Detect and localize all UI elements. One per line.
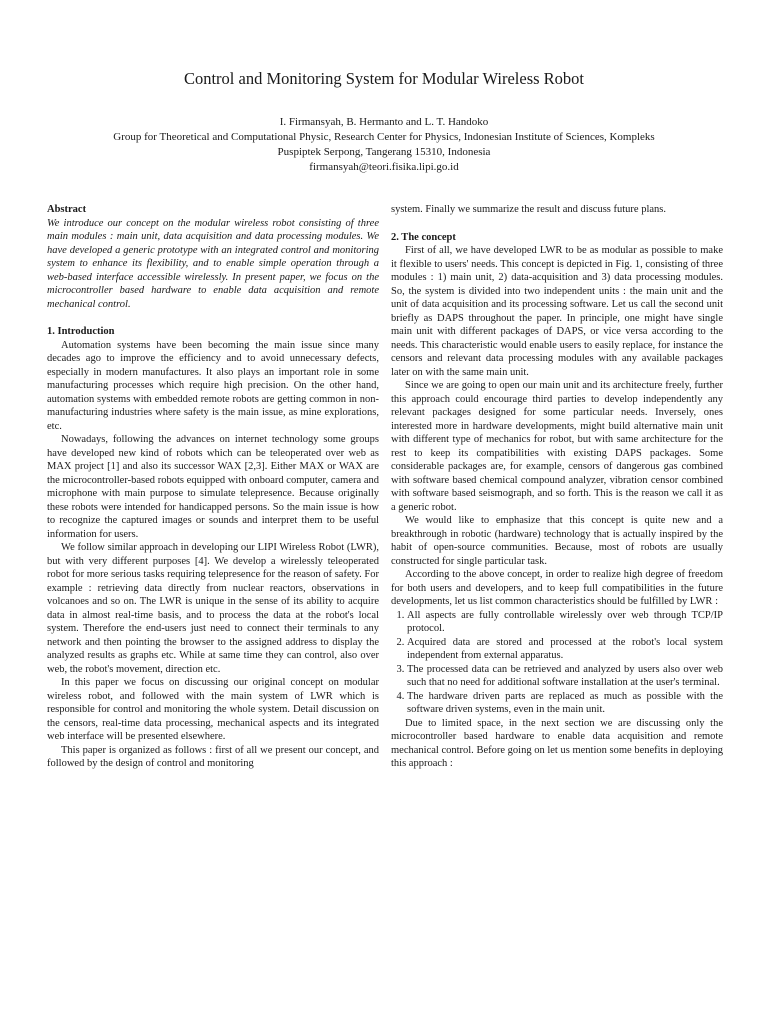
concept-paragraph: First of all, we have developed LWR to be as modular as possible to make it flexible to users' needs. This concept is depicted in Fig. 1, consisting of three modules : 1) main unit, 2) data-acquisition and 3) data processing modules. So, the system is divided into two independent units : the main unit and the unit of data acquisition and its processing software. Let us call the second unit briefly as DAPS throughout the paper. In principle, one might have single main unit with different packages of DAPS, or vice versa according to the needs. This characteristic would enable users to easily replace, for instance the censors and relevant data processing modules with any available packages later on with the same main unit. xyxy=(391,245,723,378)
intro-paragraph: In this paper we focus on discussing our original concept on modular wireless robot, and followed with the main system of LWR which is responsible for control and monitoring the whole system. Detail discussion on the censors, real-time data processing, mechanical aspects and its integrated web interface will be presented elsewhere. xyxy=(47,677,379,742)
intro-paragraph: This paper is organized as follows : first of all we present our concept, and followed by the design of control and monitoring xyxy=(47,744,379,769)
list-item: 1. All aspects are fully controllable wirelessly over web through TCP/IP protocol. xyxy=(407,609,723,636)
affiliation-line-2: Puspiptek Serpong, Tangerang 15310, Indonesia xyxy=(277,146,491,158)
intro-paragraph: Nowadays, following the advances on internet technology some groups have developed new kind of robots which can be teleoperated over web as MAX project [1] and also its successor WAX [2,3]. Either MAX or WAX are the microcontroller-based robots equipped with onboard computer, camera and microphone with main purpose to simulate telepresence. Because originally these robots were intended for handicapped persons. So the main issue is how to recognize the captured images or sounds and interpret them to be useful information for users. xyxy=(47,434,379,540)
right-column xyxy=(391,203,723,771)
list-item: 3. The processed data can be retrieved and analyzed by users also over web such that no need for additional software installation at the user's terminal. xyxy=(407,663,723,690)
abstract-heading: Abstract xyxy=(47,204,87,215)
concept-paragraph: According to the above concept, in order to realize high degree of freedom for both users and developers, and to keep full compatibilities in the future developments, let us list common characteristics should be fulfilled by LWR : xyxy=(391,569,723,607)
list-item: 4. The hardware driven parts are replaced as much as possible with the software driven systems, even in the main unit. xyxy=(407,690,723,717)
affiliation-line-1: Group for Theoretical and Computational Physic, Research Center for Physics, Indonesian Institute of Sciences, Kompleks xyxy=(113,131,655,143)
author-names: I. Firmansyah, B. Hermanto and L. T. Handoko xyxy=(279,116,489,128)
left-column xyxy=(47,203,379,771)
continued-paragraph: system. Finally we summarize the result and discuss future plans. xyxy=(391,204,666,215)
list-item: 2. Acquired data are stored and processed at the robot's local system independent from external apparatus. xyxy=(407,636,723,663)
intro-heading: 1. Introduction xyxy=(47,326,115,337)
intro-paragraph: We follow similar approach in developing our LIPI Wireless Robot (LWR), but with very different purposes [4]. We develop a wirelessly teleoperated robot for more serious tasks requiring telepresence for the reason of safety. For example : retrieving data directly from nuclear reactors, observations in volcanoes and so on. The LWR is unique in the sense of its ability to acquire data in almost real-time basis, and to process the data at the robot's local system. Therefore the end-users just need to connect their terminals to any network and then pointing the browser to the assigned address to display the analyzed results as graphs etc. While at same time they can control, also over web, the robot's movement, direction etc. xyxy=(47,542,379,675)
concept-paragraph: Since we are going to open our main unit and its architecture freely, further this approach could encourage third parties to develop independently any relevant packages designed for some particular needs. Inversely, ones interested more in hardware developments, might build alternative main unit with different type of mechanics for robot, but with same architecture for the rest to keep its compatibilities with existing DAPS packages. Some considerable packages are, for example, censors of dangerous gas combined with software based chemical compound analyzer, vibration censor combined with software based seismograph, and so forth. This is the reason we call it as a generic robot. xyxy=(391,380,723,513)
author-email: firmansyah@teori.fisika.lipi.go.id xyxy=(309,161,459,173)
abstract-text: We introduce our concept on the modular wireless robot consisting of three main modules : main unit, data acquisition and data processing modules. We have developed a generic prototype with an integrated control and monitoring system to enhance its flexibility, and to enable simple operation through a web-based interface accessible wirelessly. In present paper, we focus on the microcontroller based hardware to enable data acquisition and remote mechanical control. xyxy=(47,217,379,310)
characteristics-list xyxy=(391,609,723,717)
intro-paragraph: Automation systems have been becoming the main issue since many decades ago to improve the efficiency and to avoid unnecessary defects, especially in modern manufactures. It also plays an important role in some manufacturing processes which require high precision. On the other hand, automation systems with embedded remote robots are getting common in non-manufacturing industries where safety is the main issue, as mine explorations, etc. xyxy=(47,339,379,432)
paper-title: Control and Monitoring System for Modular Wireless Robot xyxy=(183,69,585,88)
concept-heading: 2. The concept xyxy=(391,231,456,243)
concept-paragraph: We would like to emphasize that this concept is quite new and a breakthrough in robotic (hardware) technology that is actually inspired by the habit of open-source communities. Because, most of robots are usually constructed for single particular task. xyxy=(391,515,723,567)
concept-paragraph: Due to limited space, in the next section we are discussing only the microcontroller based hardware to enable data acquisition and remote mechanical control. Before going on let us mention some benefits in deploying this approach : xyxy=(391,717,723,769)
author-block xyxy=(0,115,768,175)
